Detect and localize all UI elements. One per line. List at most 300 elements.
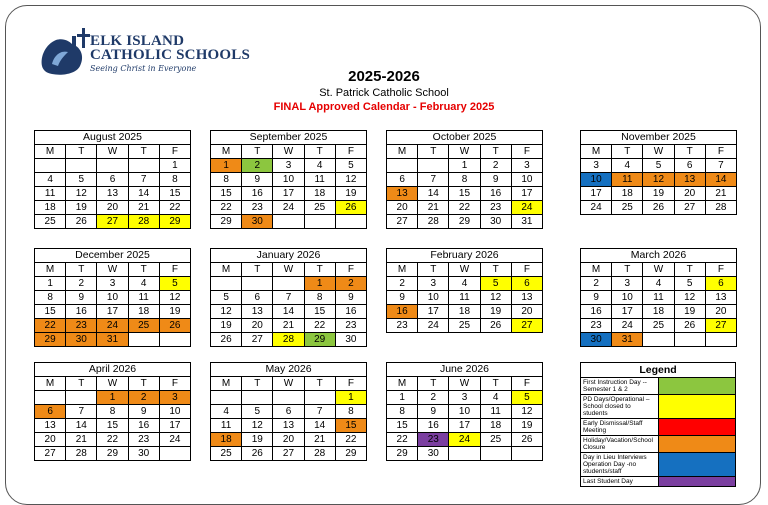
day-cell: 27 (387, 215, 418, 229)
day-cell: 15 (35, 305, 66, 319)
day-cell: 15 (211, 187, 242, 201)
day-cell: 15 (449, 187, 480, 201)
day-cell: 5 (511, 391, 542, 405)
school-name: St. Patrick Catholic School (319, 87, 449, 99)
month-title: June 2026 (387, 363, 543, 377)
day-cell: 9 (581, 291, 612, 305)
month-title: September 2025 (211, 131, 367, 145)
weekday-header: M (581, 145, 612, 159)
day-cell: 18 (211, 433, 242, 447)
day-cell: 2 (335, 277, 366, 291)
day-cell: 2 (66, 277, 97, 291)
month-title: April 2026 (35, 363, 191, 377)
day-cell: 20 (705, 305, 736, 319)
day-cell: 29 (335, 447, 366, 461)
week-row (211, 391, 367, 405)
day-cell: 1 (335, 391, 366, 405)
legend-swatch (658, 477, 736, 487)
day-cell: 29 (387, 447, 418, 461)
legend-row (581, 378, 736, 395)
day-cell: 3 (159, 391, 190, 405)
day-cell: 1 (211, 159, 242, 173)
week-row (35, 215, 191, 229)
day-cell: 26 (211, 333, 242, 347)
week-row (581, 173, 737, 187)
week-row (35, 405, 191, 419)
empty-day-cell (273, 277, 304, 291)
weekday-header: T (612, 263, 643, 277)
day-cell: 28 (304, 447, 335, 461)
weekday-header: F (335, 263, 366, 277)
weekday-header: T (242, 145, 273, 159)
day-cell: 16 (581, 305, 612, 319)
day-cell: 30 (335, 333, 366, 347)
day-cell: 5 (335, 159, 366, 173)
month-calendar (386, 130, 543, 229)
week-row (211, 433, 367, 447)
day-cell: 11 (643, 291, 674, 305)
day-cell: 20 (242, 319, 273, 333)
day-cell: 20 (674, 187, 705, 201)
week-row (387, 433, 543, 447)
month-calendar (386, 248, 543, 333)
week-row (211, 419, 367, 433)
weekday-header: F (511, 377, 542, 391)
day-cell: 26 (159, 319, 190, 333)
month-title: November 2025 (581, 131, 737, 145)
week-row (581, 159, 737, 173)
day-cell: 11 (449, 291, 480, 305)
day-cell: 18 (480, 419, 511, 433)
day-cell: 9 (387, 291, 418, 305)
day-cell: 22 (387, 433, 418, 447)
brand-motto: Seeing Christ in Everyone (90, 64, 197, 73)
day-cell: 4 (128, 277, 159, 291)
month-calendar (210, 362, 367, 461)
week-row (211, 291, 367, 305)
day-cell: 24 (581, 201, 612, 215)
weekday-header: T (242, 263, 273, 277)
week-row (211, 333, 367, 347)
week-row (211, 159, 367, 173)
day-cell: 26 (66, 215, 97, 229)
day-cell: 9 (128, 405, 159, 419)
day-cell: 15 (304, 305, 335, 319)
empty-day-cell (674, 333, 705, 347)
day-cell: 18 (449, 305, 480, 319)
empty-day-cell (511, 447, 542, 461)
day-cell: 18 (35, 201, 66, 215)
day-cell: 8 (159, 173, 190, 187)
legend-swatch (658, 395, 736, 419)
day-cell: 16 (242, 187, 273, 201)
day-cell: 29 (304, 333, 335, 347)
day-cell: 5 (66, 173, 97, 187)
day-cell: 30 (418, 447, 449, 461)
brand-name-line1: ELK ISLAND (90, 33, 185, 49)
day-cell: 29 (97, 447, 128, 461)
day-cell: 1 (97, 391, 128, 405)
day-cell: 17 (581, 187, 612, 201)
day-cell: 24 (159, 433, 190, 447)
day-cell: 23 (480, 201, 511, 215)
day-cell: 23 (581, 319, 612, 333)
legend-row (581, 395, 736, 419)
week-row (35, 419, 191, 433)
day-cell: 4 (480, 391, 511, 405)
day-cell: 10 (159, 405, 190, 419)
week-row (35, 319, 191, 333)
weekday-header: T (418, 145, 449, 159)
day-cell: 22 (97, 433, 128, 447)
day-cell: 22 (335, 433, 366, 447)
day-cell: 27 (242, 333, 273, 347)
day-cell: 26 (511, 433, 542, 447)
day-cell: 10 (581, 173, 612, 187)
week-row (387, 391, 543, 405)
day-cell: 23 (242, 201, 273, 215)
weekday-header: F (335, 377, 366, 391)
day-cell: 15 (159, 187, 190, 201)
day-cell: 3 (97, 277, 128, 291)
week-row (387, 215, 543, 229)
weekday-header: M (581, 263, 612, 277)
day-cell: 21 (705, 187, 736, 201)
legend-swatch (658, 436, 736, 453)
weekday-header: W (273, 377, 304, 391)
empty-day-cell (304, 391, 335, 405)
day-cell: 25 (211, 447, 242, 461)
weekday-header: M (211, 145, 242, 159)
empty-day-cell (128, 333, 159, 347)
weekday-header: F (159, 145, 190, 159)
day-cell: 11 (128, 291, 159, 305)
day-cell: 2 (418, 391, 449, 405)
day-cell: 23 (418, 433, 449, 447)
week-row (35, 277, 191, 291)
day-cell: 13 (35, 419, 66, 433)
day-cell: 31 (97, 333, 128, 347)
day-cell: 17 (511, 187, 542, 201)
day-cell: 18 (304, 187, 335, 201)
day-cell: 24 (97, 319, 128, 333)
day-cell: 8 (335, 405, 366, 419)
day-cell: 4 (35, 173, 66, 187)
weekday-header: T (66, 145, 97, 159)
weekday-header: M (211, 263, 242, 277)
day-cell: 28 (66, 447, 97, 461)
calendar-status: FINAL Approved Calendar - February 2025 (273, 101, 495, 113)
day-cell: 16 (335, 305, 366, 319)
day-cell: 26 (335, 201, 366, 215)
legend-row (581, 419, 736, 436)
day-cell: 23 (66, 319, 97, 333)
day-cell: 27 (705, 319, 736, 333)
day-cell: 17 (97, 305, 128, 319)
week-row (387, 173, 543, 187)
day-cell: 12 (480, 291, 511, 305)
weekday-header: M (387, 263, 418, 277)
day-cell: 7 (66, 405, 97, 419)
day-cell: 1 (387, 391, 418, 405)
week-row (581, 305, 737, 319)
day-cell: 18 (128, 305, 159, 319)
day-cell: 25 (480, 433, 511, 447)
day-cell: 1 (159, 159, 190, 173)
month-calendar (210, 248, 367, 347)
weekday-header: M (211, 377, 242, 391)
day-cell: 11 (35, 187, 66, 201)
day-cell: 4 (211, 405, 242, 419)
day-cell: 20 (97, 201, 128, 215)
day-cell: 21 (418, 201, 449, 215)
day-cell: 14 (273, 305, 304, 319)
day-cell: 7 (304, 405, 335, 419)
weekday-header: M (387, 145, 418, 159)
weekday-header: T (480, 263, 511, 277)
empty-day-cell (273, 391, 304, 405)
week-row (211, 187, 367, 201)
day-cell: 24 (511, 201, 542, 215)
weekday-header: T (304, 377, 335, 391)
day-cell: 28 (705, 201, 736, 215)
month-title: January 2026 (211, 249, 367, 263)
week-row (35, 159, 191, 173)
day-cell: 1 (35, 277, 66, 291)
day-cell: 2 (480, 159, 511, 173)
day-cell: 25 (35, 215, 66, 229)
weekday-header: W (643, 145, 674, 159)
legend-swatch (658, 419, 736, 436)
day-cell: 8 (35, 291, 66, 305)
week-row (387, 201, 543, 215)
day-cell: 5 (242, 405, 273, 419)
day-cell: 10 (97, 291, 128, 305)
week-row (387, 277, 543, 291)
day-cell: 25 (304, 201, 335, 215)
weekday-header: M (35, 145, 66, 159)
day-cell: 13 (511, 291, 542, 305)
day-cell: 21 (304, 433, 335, 447)
weekday-header: F (705, 145, 736, 159)
day-cell: 4 (449, 277, 480, 291)
day-cell: 19 (674, 305, 705, 319)
day-cell: 10 (612, 291, 643, 305)
week-row (35, 173, 191, 187)
weekday-header: T (128, 145, 159, 159)
month-calendar (580, 130, 737, 215)
day-cell: 3 (418, 277, 449, 291)
weekday-header: T (304, 145, 335, 159)
empty-day-cell (335, 215, 366, 229)
day-cell: 20 (511, 305, 542, 319)
empty-day-cell (97, 159, 128, 173)
day-cell: 12 (511, 405, 542, 419)
day-cell: 24 (273, 201, 304, 215)
week-row (211, 173, 367, 187)
weekday-header: T (674, 145, 705, 159)
day-cell: 19 (643, 187, 674, 201)
day-cell: 10 (273, 173, 304, 187)
week-row (35, 291, 191, 305)
legend-label: Holiday/Vacation/School Closure (581, 436, 659, 453)
week-row (387, 405, 543, 419)
day-cell: 9 (66, 291, 97, 305)
day-cell: 17 (449, 419, 480, 433)
empty-day-cell (128, 159, 159, 173)
day-cell: 6 (242, 291, 273, 305)
month-title: February 2026 (387, 249, 543, 263)
day-cell: 9 (335, 291, 366, 305)
day-cell: 14 (66, 419, 97, 433)
weekday-header: T (480, 145, 511, 159)
day-cell: 29 (35, 333, 66, 347)
day-cell: 23 (128, 433, 159, 447)
month-title: December 2025 (35, 249, 191, 263)
day-cell: 19 (66, 201, 97, 215)
day-cell: 30 (66, 333, 97, 347)
day-cell: 14 (304, 419, 335, 433)
month-calendar (34, 248, 191, 347)
day-cell: 26 (480, 319, 511, 333)
weekday-header: T (128, 263, 159, 277)
weekday-header: M (387, 377, 418, 391)
weekday-header: F (511, 263, 542, 277)
week-row (387, 447, 543, 461)
week-row (211, 215, 367, 229)
legend-swatch (658, 453, 736, 477)
weekday-header: T (612, 145, 643, 159)
day-cell: 3 (449, 391, 480, 405)
week-row (35, 391, 191, 405)
week-row (35, 333, 191, 347)
day-cell: 13 (705, 291, 736, 305)
weekday-header: W (449, 145, 480, 159)
week-row (387, 187, 543, 201)
day-cell: 17 (159, 419, 190, 433)
legend-swatch (658, 378, 736, 395)
day-cell: 7 (273, 291, 304, 305)
month-calendar (210, 130, 367, 229)
day-cell: 27 (674, 201, 705, 215)
month-title: March 2026 (581, 249, 737, 263)
day-cell: 11 (480, 405, 511, 419)
day-cell: 11 (304, 173, 335, 187)
day-cell: 23 (335, 319, 366, 333)
empty-day-cell (35, 391, 66, 405)
month-title: August 2025 (35, 131, 191, 145)
day-cell: 3 (273, 159, 304, 173)
weekday-header: W (449, 377, 480, 391)
weekday-header: T (66, 263, 97, 277)
weekday-header: F (511, 145, 542, 159)
day-cell: 5 (159, 277, 190, 291)
day-cell: 21 (273, 319, 304, 333)
week-row (581, 291, 737, 305)
brand-name-line2: CATHOLIC SCHOOLS (90, 47, 251, 63)
day-cell: 25 (128, 319, 159, 333)
day-cell: 5 (674, 277, 705, 291)
calendar-year: 2025-2026 (348, 68, 420, 85)
empty-day-cell (35, 159, 66, 173)
day-cell: 27 (35, 447, 66, 461)
day-cell: 30 (128, 447, 159, 461)
brand-name (90, 34, 250, 62)
empty-day-cell (159, 447, 190, 461)
weekday-header: T (128, 377, 159, 391)
week-row (581, 319, 737, 333)
empty-day-cell (66, 159, 97, 173)
day-cell: 22 (35, 319, 66, 333)
day-cell: 14 (705, 173, 736, 187)
day-cell: 13 (97, 187, 128, 201)
day-cell: 2 (242, 159, 273, 173)
empty-day-cell (304, 215, 335, 229)
day-cell: 26 (643, 201, 674, 215)
day-cell: 13 (674, 173, 705, 187)
day-cell: 6 (97, 173, 128, 187)
week-row (211, 305, 367, 319)
week-row (35, 201, 191, 215)
day-cell: 19 (242, 433, 273, 447)
week-row (211, 447, 367, 461)
day-cell: 24 (612, 319, 643, 333)
weekday-header: W (97, 263, 128, 277)
day-cell: 10 (511, 173, 542, 187)
day-cell: 16 (418, 419, 449, 433)
legend-table (580, 362, 736, 487)
day-cell: 14 (418, 187, 449, 201)
month-title: May 2026 (211, 363, 367, 377)
day-cell: 30 (581, 333, 612, 347)
day-cell: 25 (612, 201, 643, 215)
day-cell: 22 (304, 319, 335, 333)
week-row (211, 201, 367, 215)
day-cell: 6 (705, 277, 736, 291)
day-cell: 8 (387, 405, 418, 419)
empty-day-cell (273, 215, 304, 229)
day-cell: 8 (449, 173, 480, 187)
day-cell: 25 (643, 319, 674, 333)
day-cell: 7 (418, 173, 449, 187)
day-cell: 6 (387, 173, 418, 187)
day-cell: 3 (612, 277, 643, 291)
weekday-header: T (66, 377, 97, 391)
day-cell: 25 (449, 319, 480, 333)
day-cell: 15 (97, 419, 128, 433)
empty-day-cell (705, 333, 736, 347)
day-cell: 16 (387, 305, 418, 319)
day-cell: 4 (304, 159, 335, 173)
day-cell: 8 (211, 173, 242, 187)
day-cell: 30 (242, 215, 273, 229)
day-cell: 15 (335, 419, 366, 433)
day-cell: 12 (159, 291, 190, 305)
day-cell: 14 (128, 187, 159, 201)
day-cell: 6 (511, 277, 542, 291)
empty-day-cell (418, 159, 449, 173)
empty-day-cell (480, 447, 511, 461)
legend-title: Legend (581, 363, 736, 378)
weekday-header: T (480, 377, 511, 391)
day-cell: 13 (273, 419, 304, 433)
day-cell: 12 (674, 291, 705, 305)
legend-label: Last Student Day (581, 477, 659, 487)
legend-label: PD Days/Operational – School closed to students (581, 395, 659, 419)
empty-day-cell (449, 447, 480, 461)
day-cell: 13 (242, 305, 273, 319)
day-cell: 19 (159, 305, 190, 319)
